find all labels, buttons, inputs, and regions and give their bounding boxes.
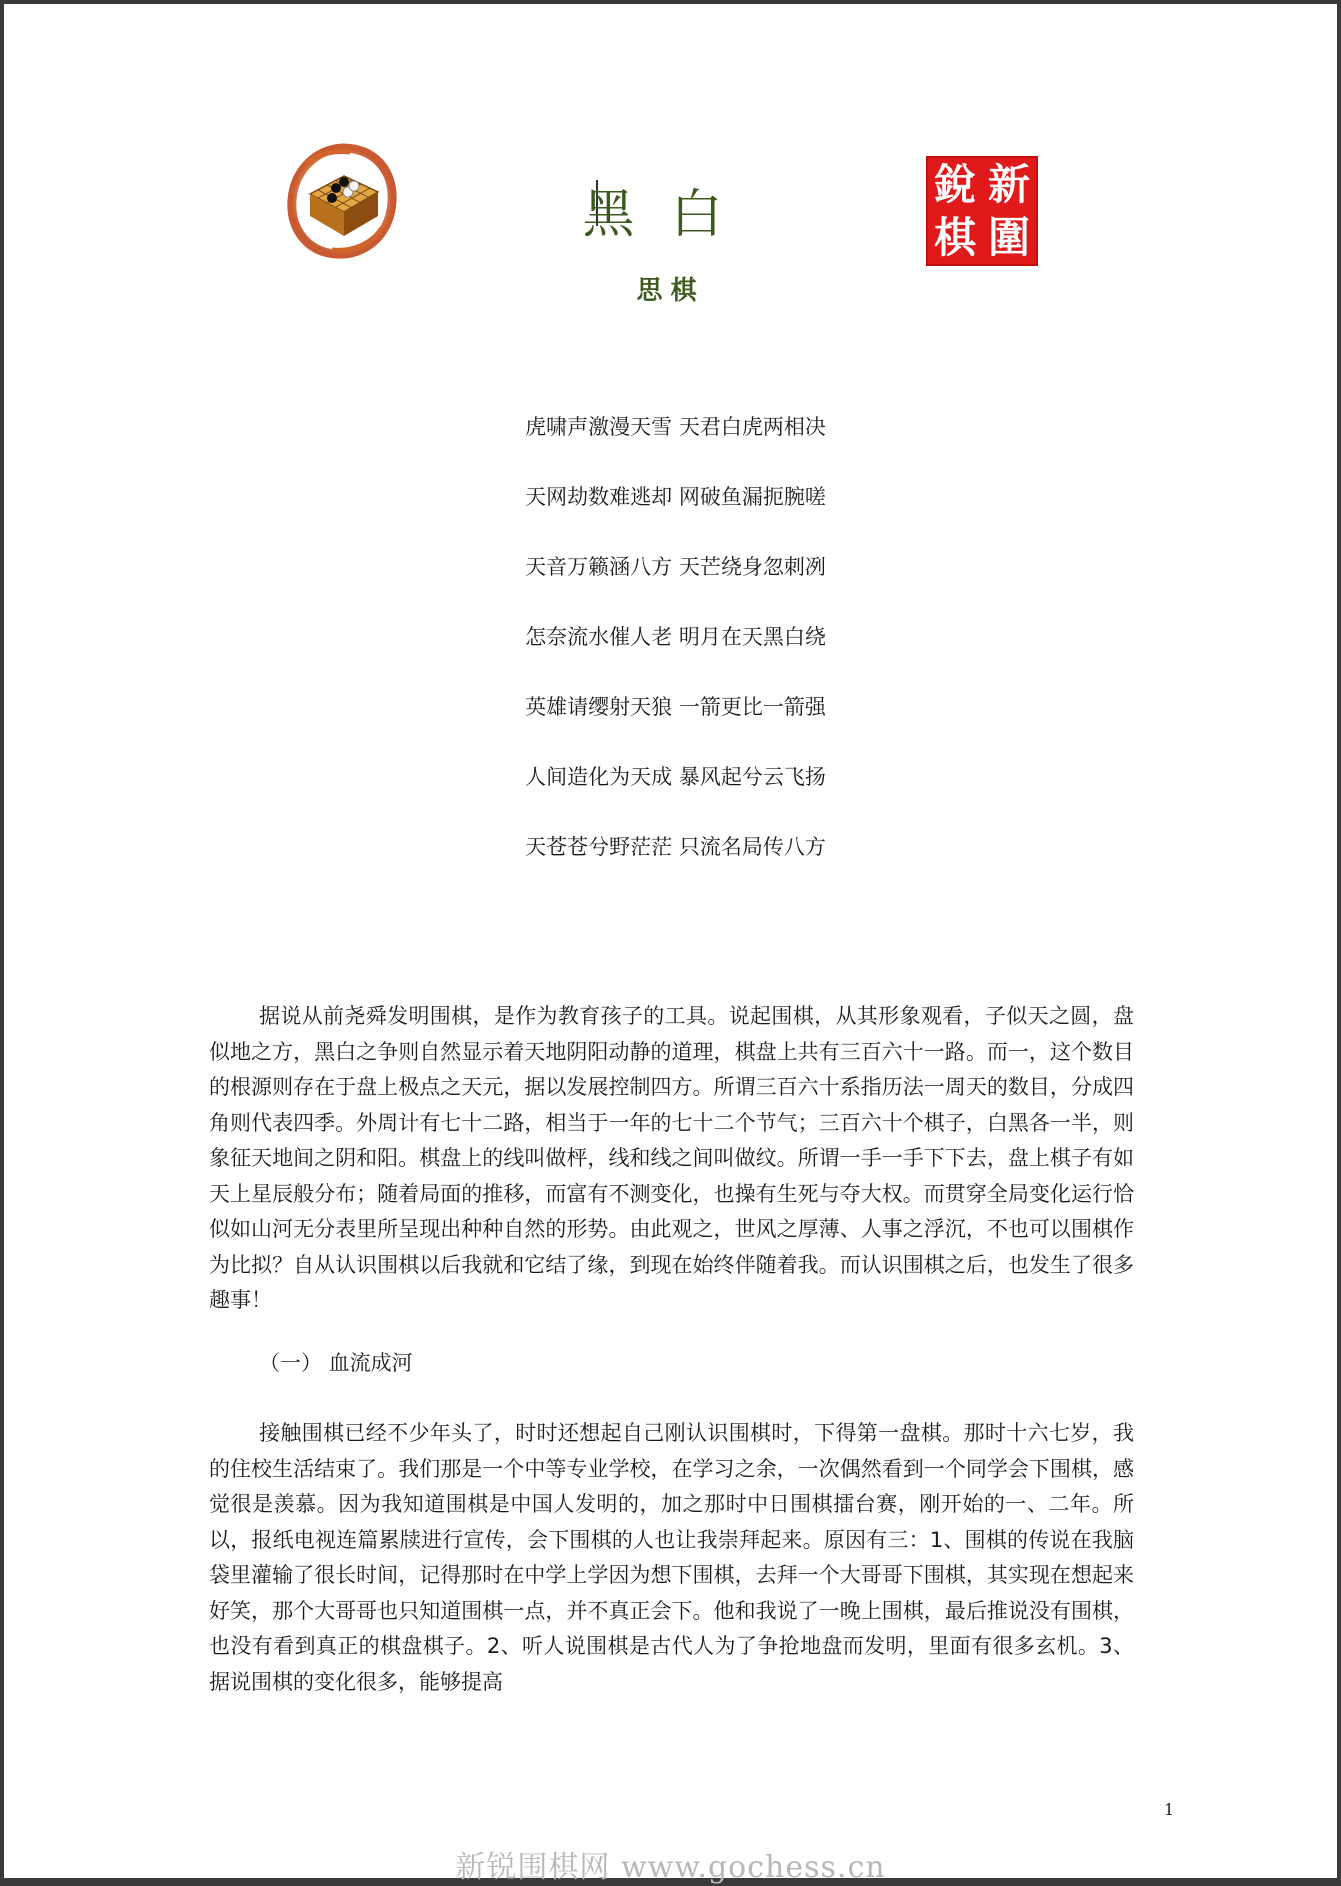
seal-char: 棋 [934,212,977,262]
poem-line: 天音万籁涵八方 天芒绕身忽刺冽 [525,555,826,579]
seal-char: 銳 [934,159,977,209]
section-paragraph: 接触围棋已经不少年头了，时时还想起自己刚认识围棋时，下得第一盘棋。那时十六七岁，我的住校生活结束了。我们那是一个中等专业学校，在学习之余，一次偶然看到一个同学会下围棋，感觉很是羡慕。因为我知道围棋是中国人发明的，加之那时中日围棋擂台赛，刚开始的一、二年。所以，报纸电视连篇累牍进行宣传，会下围棋的人也让我崇拜起来。原因有三：1、围棋的传说在我脑袋里灌输了很长时间，记得那时在中学上学因为想下围棋，去拜一个大哥哥下围棋，其实现在想起来好笑，那个大哥哥也只知道围棋一点，并不真正会下。他和我说了一晚上围棋，最后推说没有围棋，也没有看到真正的棋盘棋子。2、听人说围棋是古代人为了争抢地盘而发明，里面有很多玄机。3、据说围棋的变化很多，能够提高 [209,1421,1134,1694]
poem-line: 人间造化为天成 暴风起兮云飞扬 [525,765,826,789]
poem [4,409,1337,899]
poem-line: 天网劫数难逃却 网破鱼漏扼腕嗟 [525,485,826,509]
page-number: 1 [1164,1800,1175,1819]
site-watermark: 新锐围棋网 www.gochess.cn [455,1850,886,1885]
intro-paragraph: 据说从前尧舜发明围棋，是作为教育孩子的工具。说起围棋，从其形象观看，子似天之圆，盘似地之方，黑白之争则自然显示着天地阴阳动静的道理，棋盘上共有三百六十一路。而一，这个数目的根源则存在于盘上极点之天元，据以发展控制四方。所谓三百六十系指历法一周天的数目，分成四角则代表四季。外周计有七十二路，相当于一年的七十二个节气；三百六十个棋子，白黑各一半，则象征天地间之阴和阳。棋盘上的线叫做枰，线和线之间叫做纹。所谓一手一手下下去，盘上棋子有如天上星辰般分布；随着局面的推移，而富有不测变化，也操有生死与夺大权。而贯穿全局变化运行恰似如山河无分表里所呈现出种种自然的形势。由此观之，世风之厚薄、人事之浮沉，不也可以围棋作为比拟？自从认识围棋以后我就和它结了缘，到现在始终伴随着我。而认识围棋之后，也发生了很多趣事！ [209,1004,1134,1312]
section-heading: （一） 血流成河 [259,1351,413,1375]
page-title: 黑白 [582,185,759,245]
poem-line: 天苍苍兮野茫茫 只流名局传八方 [525,835,826,859]
seal-char: 圍 [988,212,1031,262]
seal-char: 新 [988,159,1031,209]
page-subtitle: 思棋 [636,276,705,306]
poem-line: 虎啸声激漫天雪 天君白虎两相决 [525,415,826,439]
poem-line: 英雄请缨射天狼 一箭更比一箭强 [525,695,826,719]
poem-line: 怎奈流水催人老 明月在天黑白绕 [525,625,826,649]
red-seal-logo [926,156,1038,266]
document-page [4,4,1337,1885]
